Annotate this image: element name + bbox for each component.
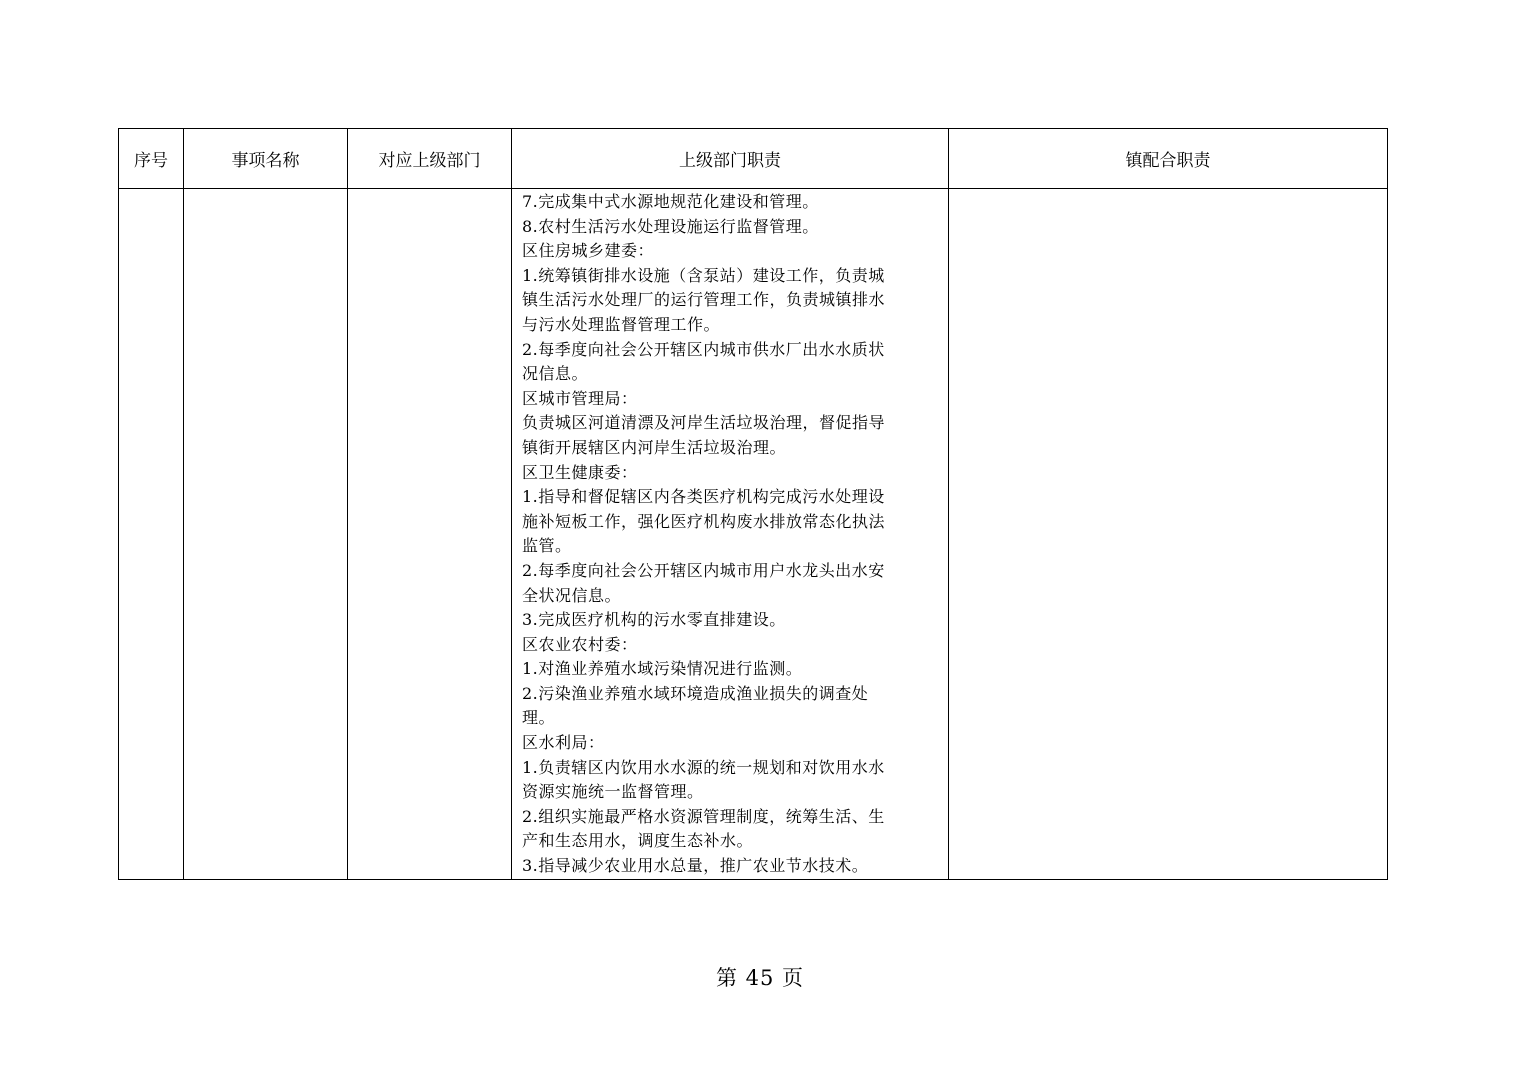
duty-line: 区城市管理局：	[522, 388, 638, 408]
duty-line: 资源实施统一监督管理。	[522, 782, 704, 802]
duty-line: 8.农村生活污水处理设施运行监督管理。	[522, 216, 819, 236]
duty-line: 3.完成医疗机构的污水零直排建设。	[522, 610, 786, 630]
duty-line: 理。	[522, 708, 556, 728]
duty-line: 2.污染渔业养殖水域环境造成渔业损失的调查处	[522, 683, 869, 703]
header-item-name: 事项名称	[184, 129, 348, 189]
duty-line: 1.负责辖区内饮用水水源的统一规划和对饮用水水	[522, 757, 885, 777]
duty-line: 镇生活污水处理厂的运行管理工作，负责城镇排水	[522, 290, 886, 310]
duty-line: 2.组织实施最严格水资源管理制度，统筹生活、生	[522, 806, 885, 826]
table-header-row	[119, 129, 1388, 189]
cell-index	[119, 189, 184, 880]
cell-superior-duties	[512, 189, 949, 880]
duty-line: 1.指导和督促辖区内各类医疗机构完成污水处理设	[522, 487, 885, 507]
duty-line: 与污水处理监督管理工作。	[522, 314, 721, 334]
cell-item-name	[184, 189, 348, 880]
duty-line: 1.对渔业养殖水域污染情况进行监测。	[522, 659, 803, 679]
duty-line: 3.指导减少农业用水总量，推广农业节水技术。	[522, 856, 869, 876]
duty-line: 产和生态用水，调度生态补水。	[522, 831, 754, 851]
duty-line: 况信息。	[522, 364, 589, 384]
cell-town-duties	[949, 189, 1388, 880]
superior-duties-text	[512, 189, 948, 879]
header-town-duties: 镇配合职责	[949, 129, 1388, 189]
duty-line: 负责城区河道清漂及河岸生活垃圾治理，督促指导	[522, 413, 886, 433]
header-superior-duties: 上级部门职责	[512, 129, 949, 189]
duty-line: 全状况信息。	[522, 585, 622, 605]
duty-line: 区农业农村委：	[522, 634, 638, 654]
duty-line: 1.统筹镇街排水设施（含泵站）建设工作，负责城	[522, 265, 885, 285]
duty-line: 7.完成集中式水源地规范化建设和管理。	[522, 192, 819, 211]
duty-line: 镇街开展辖区内河岸生活垃圾治理。	[522, 437, 787, 457]
duty-table	[118, 128, 1388, 880]
cell-department	[348, 189, 512, 880]
page-number: 第 45 页	[715, 966, 805, 990]
duty-line: 2.每季度向社会公开辖区内城市供水厂出水水质状	[522, 339, 885, 359]
table-row	[119, 189, 1388, 880]
duty-line: 施补短板工作，强化医疗机构废水排放常态化执法	[522, 511, 886, 531]
header-department: 对应上级部门	[348, 129, 512, 189]
duty-line: 区住房城乡建委：	[522, 241, 655, 261]
header-index: 序号	[119, 129, 184, 189]
duty-line: 监管。	[522, 536, 572, 556]
duty-line: 区水利局：	[522, 733, 605, 753]
duty-line: 区卫生健康委：	[522, 462, 638, 482]
duty-line: 2.每季度向社会公开辖区内城市用户水龙头出水安	[522, 560, 885, 580]
